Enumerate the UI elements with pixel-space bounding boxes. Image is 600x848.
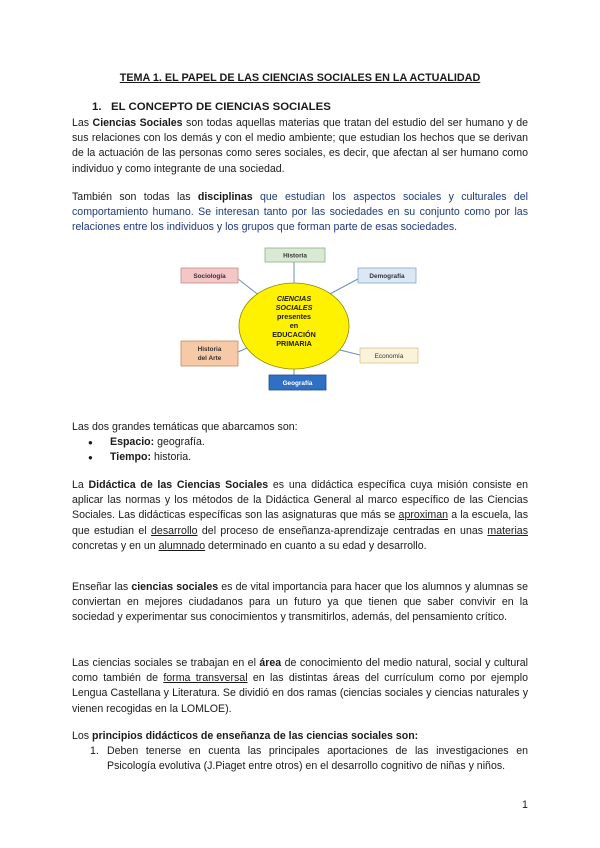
- center-line-4: en: [289, 321, 299, 330]
- term-disciplinas: disciplinas: [197, 191, 253, 203]
- term-principios: principios didácticos de enseñanza de las ciencias sociales son:: [92, 730, 419, 742]
- list-item: [72, 450, 205, 465]
- center-line-6: PRIMARIA: [276, 339, 312, 348]
- text-run: Enseñar las: [72, 581, 132, 593]
- text-run-blue: que estudian los aspectos sociales y culturales del comportamiento humano.: [72, 191, 528, 219]
- text-run: en las distintas áreas del currículum como por ejemplo Lengua Castellana y Literatura. Se dividió en dos ramas (ciencias sociales y ciencias naturales y vienen recogidas en la LOMLOE).: [72, 672, 529, 715]
- term-ciencias-sociales: Ciencias Sociales: [92, 117, 183, 129]
- text-run: es de vital importancia para hacer que los alumnos y alumnas se conviertan en mejores ciudadanos para un futuro ya que tienen que saber convivir en la sociedad y experimentar sus conocimientos y transmitirlos, además, del pensamiento crítico.: [72, 581, 529, 624]
- node-historia-arte-line1: Historia: [197, 346, 222, 353]
- section-number: 1.: [92, 101, 102, 113]
- tematicas-list: [72, 435, 205, 465]
- underlined-term: alumnado: [158, 539, 206, 552]
- node-sociologia: Sociología: [193, 273, 226, 280]
- paragraph-definition: [72, 116, 528, 177]
- center-line-2: SOCIALES: [275, 303, 313, 312]
- text-run: concretas y en un: [72, 539, 159, 552]
- bullet-label: Tiempo:: [110, 451, 152, 464]
- text-run-blue: Se interesan tanto por las sociedades en su conjunto como por las relaciones entre los individuos y los grupos que forman parte de esas sociedades.: [72, 206, 528, 234]
- connector-demografia: [326, 279, 358, 296]
- text-run: del proceso de enseñanza-aprendizaje centradas en unas: [197, 524, 488, 537]
- underlined-term: desarrollo: [151, 524, 198, 537]
- text-run: es una didáctica específica cuya misión consiste en aplicar las normas y los métodos de la Didáctica General al marco específico de las Ciencias Sociales. Las didácticas específicas son las asignaturas que más se: [72, 479, 529, 522]
- text-run: determinado en cuanto a su edad y desarrollo.: [205, 539, 427, 552]
- bullet-value: historia.: [151, 451, 192, 464]
- text-run: También son todas las: [72, 191, 198, 203]
- center-line-3: presentes: [277, 312, 311, 321]
- node-geografia: Geografía: [282, 380, 313, 387]
- paragraph-tematicas: Las dos grandes temáticas que abarcamos son:: [72, 421, 298, 433]
- paragraph-ensenar: [72, 580, 528, 626]
- section-title: EL CONCEPTO DE CIENCIAS SOCIALES: [111, 101, 331, 113]
- connector-sociologia: [238, 279, 260, 296]
- text-run: La: [72, 479, 89, 491]
- list-number: 1.: [90, 745, 99, 757]
- text-run: de conocimiento del medio natural, social y cultural como también de: [72, 657, 528, 685]
- text-run: son todas aquellas materias que tratan del estudio del ser humano y de sus relaciones con los demás y con el medio ambiente; que estudian los hechos que se derivan de la actuación de las personas como seres sociales, es decir, que afectan al ser humano como individuo y como integrante de una sociedad.: [72, 117, 528, 175]
- ciencias-sociales-diagram: [176, 244, 426, 392]
- node-historia-arte-line2: del Arte: [197, 355, 222, 362]
- bullet-value: geografía.: [154, 436, 205, 448]
- text-run: Los: [72, 730, 93, 742]
- text-run: a la escuela, las que estudian el: [72, 509, 528, 537]
- node-economia: Economía: [374, 353, 404, 360]
- center-line-1: CIENCIAS: [276, 294, 312, 303]
- list-item: [72, 435, 205, 450]
- node-box-historia-arte: [181, 341, 238, 366]
- underlined-term: forma transversal: [163, 672, 248, 685]
- numbered-list-item: [90, 744, 528, 774]
- underlined-term: aproximan: [398, 509, 449, 522]
- paragraph-disciplinas: [72, 190, 528, 236]
- text-run: Las ciencias sociales se trabajan en el: [72, 657, 260, 669]
- bullet-label: Espacio:: [110, 436, 155, 448]
- paragraph-principios: [72, 729, 528, 744]
- term-didactica: Didáctica de las Ciencias Sociales: [88, 479, 269, 491]
- node-historia: Historia: [283, 252, 307, 260]
- paragraph-area: [72, 656, 528, 717]
- paragraph-didactica: [72, 478, 528, 554]
- term-ciencias-sociales: ciencias sociales: [131, 581, 219, 593]
- section-heading: [92, 100, 331, 115]
- term-area: área: [259, 657, 282, 669]
- text-run: Las: [72, 117, 93, 129]
- page-number: 1: [522, 799, 528, 811]
- list-text: Deben tenerse en cuenta las principales aportaciones de las investigaciones en Psicología evolutiva (J.Piaget entre otros) en el desarrollo cognitivo de niñas y niños.: [107, 745, 528, 773]
- underlined-term: materias: [487, 524, 528, 537]
- document-title: TEMA 1. EL PAPEL DE LAS CIENCIAS SOCIALES EN LA ACTUALIDAD: [119, 72, 481, 84]
- center-line-5: EDUCACIÓN: [272, 330, 316, 339]
- node-demografia: Demografía: [369, 273, 405, 280]
